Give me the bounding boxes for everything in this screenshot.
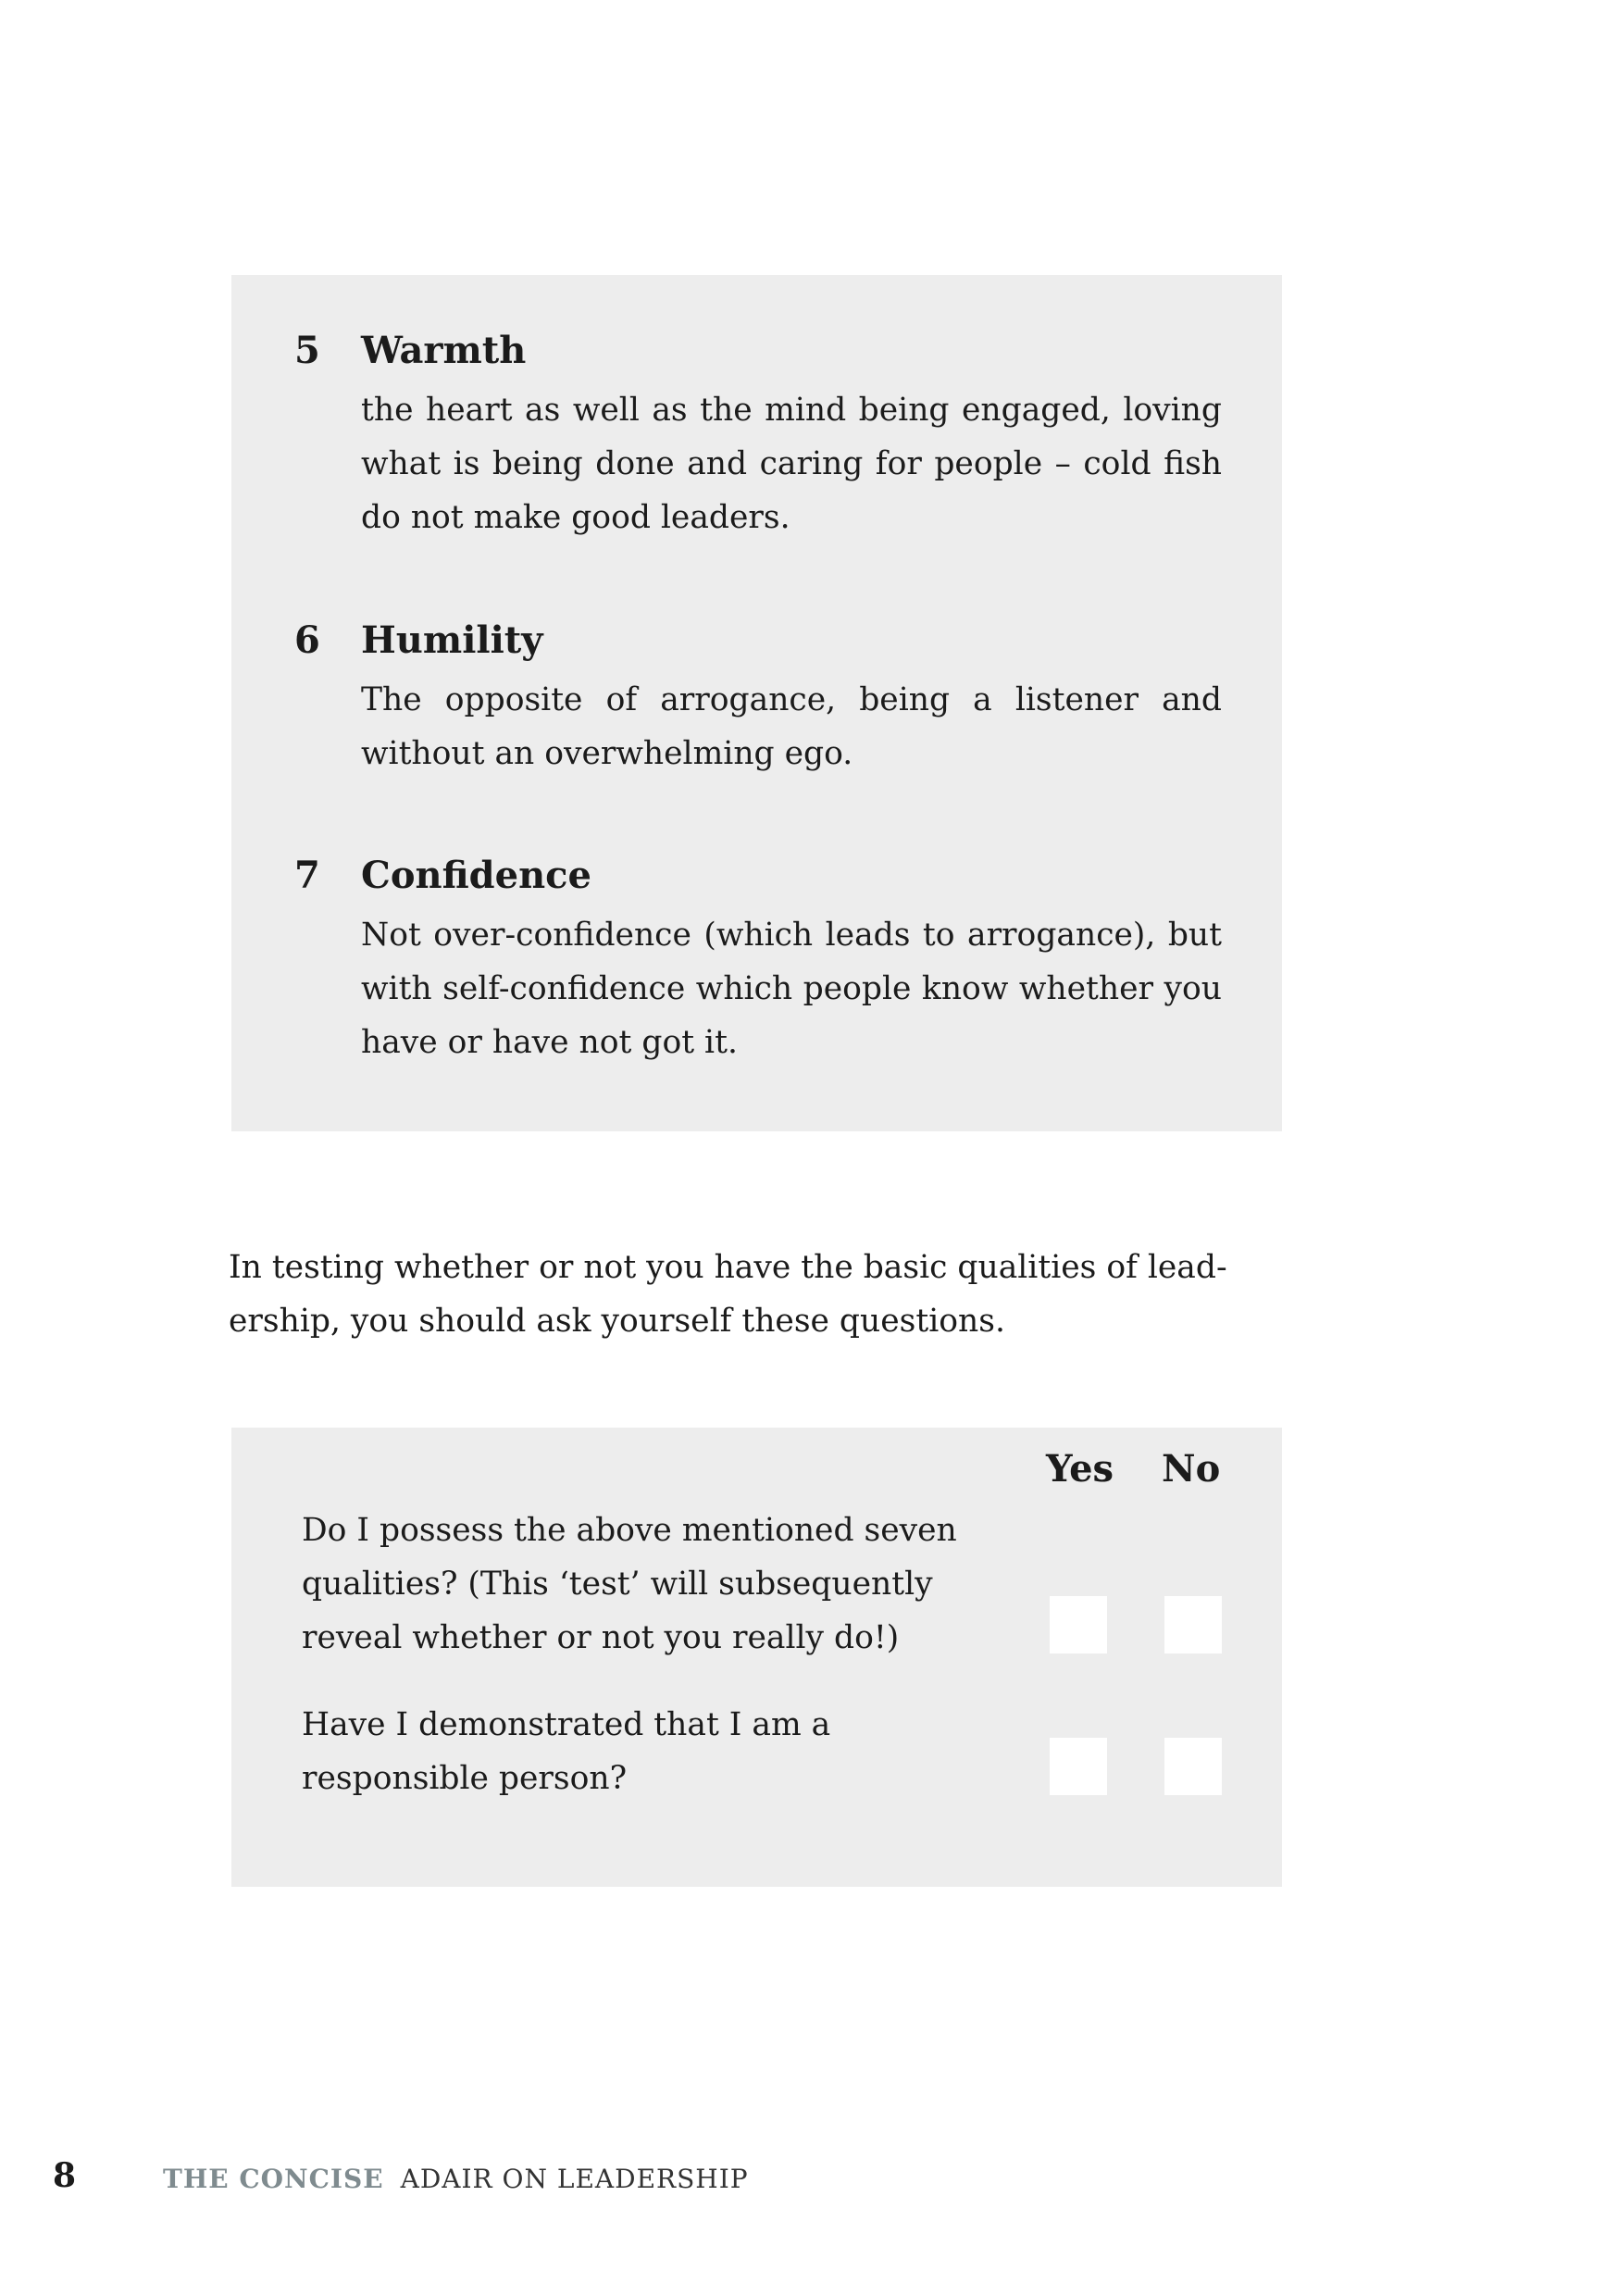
quality-number: 7 [294, 854, 320, 897]
running-head-series: THE CONCISE [163, 2164, 384, 2194]
intro-paragraph: In testing whether or not you have the basic qualities of lead-ership, you should ask yourself these questions. [229, 1249, 1227, 1340]
quality-title: Confidence [361, 854, 591, 897]
question-2-no-checkbox[interactable] [1164, 1738, 1222, 1795]
quality-number: 6 [294, 618, 320, 662]
question-1-text: Do I possess the above mentioned seven qualities? (This ‘test’ will subsequently reveal whether or not you really do!) [302, 1512, 957, 1656]
question-1-yes-checkbox[interactable] [1050, 1596, 1107, 1653]
quality-description: the heart as well as the mind being engaged, loving what is being done and caring for people – cold fish do not make good leaders. [361, 392, 1222, 536]
quality-description: The opposite of arrogance, being a listener and without an overwhelming ego. [361, 681, 1222, 772]
question-1-no-checkbox[interactable] [1164, 1596, 1222, 1653]
quality-description: Not over-confidence (which leads to arrogance), but with self-confidence which people know whether you have or have not got it. [361, 917, 1222, 1061]
no-column-header: No [1162, 1447, 1221, 1491]
questionnaire-box [231, 1428, 1282, 1887]
qualities-box [231, 275, 1282, 1131]
page-number: 8 [53, 2156, 77, 2195]
running-head-title: ADAIR ON LEADERSHIP [400, 2164, 749, 2194]
quality-title: Warmth [361, 329, 527, 372]
quality-number: 5 [294, 329, 320, 372]
question-2-yes-checkbox[interactable] [1050, 1738, 1107, 1795]
quality-title: Humility [361, 618, 543, 662]
running-head [163, 2163, 749, 2196]
yes-column-header: Yes [1046, 1447, 1114, 1491]
question-2-text: Have I demonstrated that I am a responsible person? [302, 1706, 831, 1797]
